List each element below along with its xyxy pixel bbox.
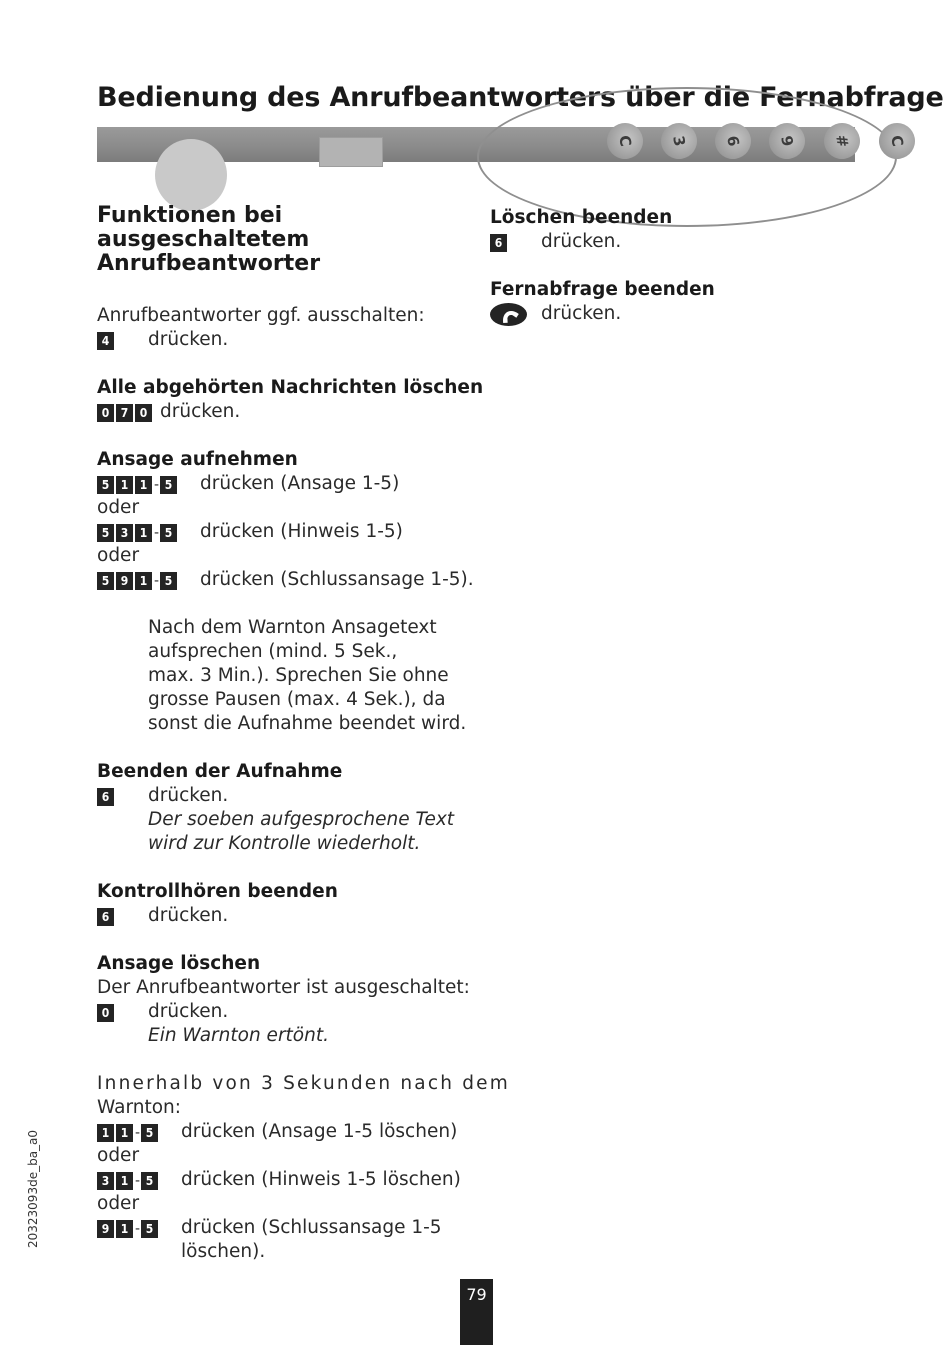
key-3-icon: 3 <box>116 524 133 542</box>
key-1-icon: 1 <box>116 1220 133 1238</box>
press-text: drücken. <box>148 329 229 350</box>
handset-icon <box>498 308 520 322</box>
banner-key: # <box>821 120 863 162</box>
key-sequence <box>97 476 179 494</box>
range-dash: - <box>154 525 160 541</box>
key-9-icon: 9 <box>116 572 133 590</box>
banner-key: 6 <box>712 120 754 162</box>
key-1-icon: 1 <box>116 1172 133 1190</box>
key-6-icon: 6 <box>97 908 114 926</box>
banner-key: 9 <box>766 120 808 162</box>
note-text: Ein Warnton ertönt. <box>148 1025 329 1046</box>
section-heading: Funktionen bei ausgeschaltetem <box>97 203 310 252</box>
key-5-icon: 5 <box>160 572 177 590</box>
section-heading: Ansage löschen <box>97 953 261 974</box>
key-1-icon: 1 <box>116 1124 133 1142</box>
key-6-icon: 6 <box>490 234 507 252</box>
key-1-icon: 1 <box>97 1124 114 1142</box>
key-5-icon: 5 <box>97 524 114 542</box>
instruction-text: drücken (Schlussansage 1-5). <box>200 569 474 590</box>
note-text: Der soeben aufgesprochene Text <box>148 809 455 830</box>
press-text: drücken. <box>160 401 241 422</box>
instruction-text: drücken (Hinweis 1-5 löschen) <box>181 1169 461 1190</box>
section-heading: Anrufbeantworter <box>97 251 321 276</box>
right-column <box>490 200 850 326</box>
banner-key: C <box>876 120 918 162</box>
section-heading: Fernabfrage beenden <box>490 279 715 300</box>
key-sequence <box>97 572 179 590</box>
section-heading: Ansage aufnehmen <box>97 449 298 470</box>
key-5-icon: 5 <box>160 476 177 494</box>
note-text: sonst die Aufnahme beendet wird. <box>148 713 467 734</box>
instruction-text: Innerhalb von 3 Sekunden nach dem <box>97 1073 510 1094</box>
section-heading: Löschen beenden <box>490 207 673 228</box>
press-text: drücken. <box>148 905 229 926</box>
key-1-icon: 1 <box>116 476 133 494</box>
key-5-icon: 5 <box>141 1124 158 1142</box>
note-text: max. 3 Min.). Sprechen Sie ohne <box>148 665 449 686</box>
key-sequence <box>97 1004 116 1022</box>
note-text: aufsprechen (mind. 5 Sek., <box>148 641 398 662</box>
key-1-icon: 1 <box>135 572 152 590</box>
instruction-text: Anrufbeantworter ggf. ausschalten: <box>97 305 425 326</box>
key-sequence <box>97 404 154 422</box>
key-0-icon: 0 <box>135 404 152 422</box>
instruction-text: drücken (Ansage 1-5) <box>200 473 400 494</box>
page-number: 79 <box>460 1279 493 1345</box>
or-text: oder <box>97 1145 140 1166</box>
key-sequence <box>97 1124 160 1142</box>
range-dash: - <box>154 477 160 493</box>
document-id: 20323093de_ba_a0 <box>26 1129 40 1248</box>
range-dash: - <box>135 1221 141 1237</box>
key-5-icon: 5 <box>141 1172 158 1190</box>
section-heading: Beenden der Aufnahme <box>97 761 343 782</box>
instruction-text: drücken (Ansage 1-5 löschen) <box>181 1121 458 1142</box>
press-text: drücken. <box>541 303 622 324</box>
key-4-icon: 4 <box>97 332 114 350</box>
key-3-icon: 3 <box>97 1172 114 1190</box>
or-text: oder <box>97 1193 140 1214</box>
section-heading: Alle abgehörten Nachrichten löschen <box>97 377 484 398</box>
instruction-text: drücken (Schlussansage 1-5 <box>181 1217 442 1238</box>
key-5-icon: 5 <box>97 476 114 494</box>
key-sequence <box>97 524 179 542</box>
key-0-icon: 0 <box>97 404 114 422</box>
banner-key: 3 <box>658 120 700 162</box>
page-title: Bedienung des Anrufbeantworters über die Fernabfrage <box>97 82 944 113</box>
key-sequence <box>97 332 116 350</box>
left-column <box>97 200 510 1264</box>
key-9-icon: 9 <box>97 1220 114 1238</box>
phone-keypad-banner <box>97 127 907 162</box>
key-sequence <box>97 1220 160 1238</box>
key-5-icon: 5 <box>160 524 177 542</box>
banner-key: C <box>604 120 646 162</box>
hang-up-key-icon <box>490 303 527 326</box>
key-1-icon: 1 <box>135 476 152 494</box>
instruction-text: löschen). <box>181 1241 266 1262</box>
key-6-icon: 6 <box>97 788 114 806</box>
note-text: grosse Pausen (max. 4 Sek.), da <box>148 689 446 710</box>
note-text: wird zur Kontrolle wiederholt. <box>148 833 421 854</box>
key-5-icon: 5 <box>141 1220 158 1238</box>
press-text: drücken. <box>148 1001 229 1022</box>
or-text: oder <box>97 497 140 518</box>
range-dash: - <box>135 1125 141 1141</box>
instruction-text: Der Anrufbeantworter ist ausgeschaltet: <box>97 977 470 998</box>
section-heading: Kontrollhören beenden <box>97 881 338 902</box>
key-sequence <box>97 908 116 926</box>
press-text: drücken. <box>541 231 622 252</box>
key-sequence <box>490 234 509 252</box>
key-sequence <box>97 1172 160 1190</box>
or-text: oder <box>97 545 140 566</box>
range-dash: - <box>135 1173 141 1189</box>
banner-display <box>319 137 383 167</box>
key-1-icon: 1 <box>135 524 152 542</box>
instruction-text: Warnton: <box>97 1097 181 1118</box>
key-0-icon: 0 <box>97 1004 114 1022</box>
note-text: Nach dem Warnton Ansagetext <box>148 617 437 638</box>
key-7-icon: 7 <box>116 404 133 422</box>
key-sequence <box>97 788 116 806</box>
press-text: drücken. <box>148 785 229 806</box>
key-5-icon: 5 <box>97 572 114 590</box>
range-dash: - <box>154 573 160 589</box>
instruction-text: drücken (Hinweis 1-5) <box>200 521 403 542</box>
